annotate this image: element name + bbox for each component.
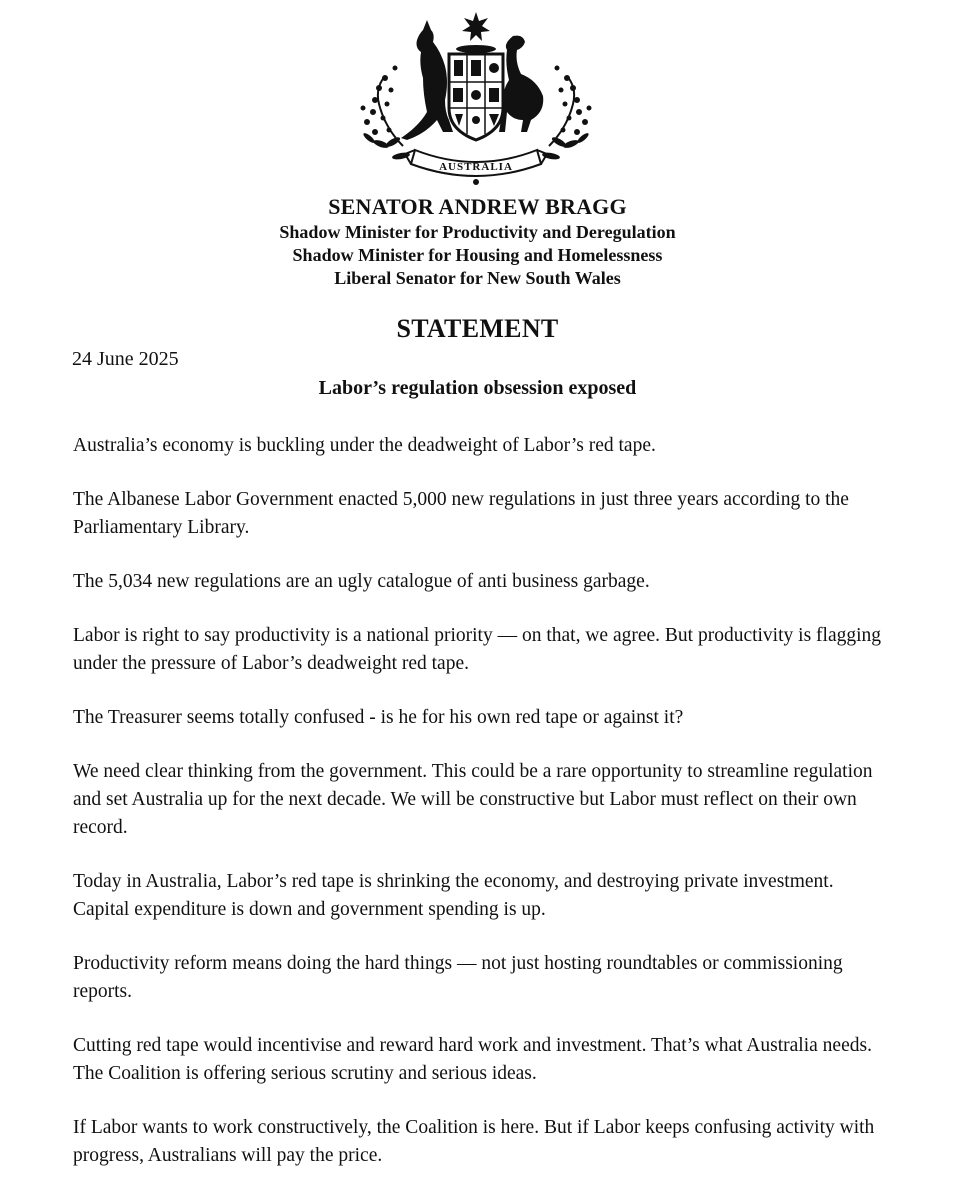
paragraph-8: Productivity reform means doing the hard things — not just hosting roundtables or commissioning reports. xyxy=(73,953,843,1002)
wattle-left-icon xyxy=(361,66,411,161)
statement-date: 24 June 2025 xyxy=(72,348,179,370)
document-type-heading: STATEMENT xyxy=(396,314,559,343)
coat-of-arms-icon xyxy=(345,8,607,194)
paragraph-10: If Labor wants to work constructively, the Coalition is here. But if Labor keeps confusing activity with progress, Australians will pay the price. xyxy=(73,1117,875,1166)
paragraph-7: Today in Australia, Labor’s red tape is shrinking the economy, and destroying private investment. Capital expenditure is down and government spending is up. xyxy=(73,871,834,920)
role-line-1: Shadow Minister for Productivity and Deregulation xyxy=(279,222,676,242)
paragraph-5: The Treasurer seems totally confused - is he for his own red tape or against it? xyxy=(73,707,684,728)
role-line-3: Liberal Senator for New South Wales xyxy=(334,268,621,288)
paragraph-3: The 5,034 new regulations are an ugly catalogue of anti business garbage. xyxy=(73,571,650,592)
paragraph-4: Labor is right to say productivity is a national priority — on that, we agree. But productivity is flagging under the pressure of Labor’s deadweight red tape. xyxy=(73,625,882,674)
crest-scroll-text: AUSTRALIA xyxy=(439,161,513,173)
paragraph-9: Cutting red tape would incentivise and reward hard work and investment. That’s what Australia needs. The Coalition is offering serious scrutiny and serious ideas. xyxy=(73,1035,872,1084)
senator-name: SENATOR ANDREW BRAGG xyxy=(328,194,627,219)
emu-icon xyxy=(499,36,543,132)
statement-headline: Labor’s regulation obsession exposed xyxy=(318,377,637,399)
kangaroo-icon xyxy=(401,20,453,140)
paragraph-2: The Albanese Labor Government enacted 5,000 new regulations in just three years according to the Parliamentary Library. xyxy=(73,489,849,538)
wattle-right-icon xyxy=(542,66,592,161)
commonwealth-star-icon xyxy=(462,12,490,41)
paragraph-6: We need clear thinking from the government. This could be a rare opportunity to streamline regulation and set Australia up for the next decade. We will be constructive but Labor must reflect on their own record. xyxy=(73,761,873,838)
paragraph-1: Australia’s economy is buckling under the deadweight of Labor’s red tape. xyxy=(73,435,656,456)
role-line-2: Shadow Minister for Housing and Homelessness xyxy=(292,245,663,265)
